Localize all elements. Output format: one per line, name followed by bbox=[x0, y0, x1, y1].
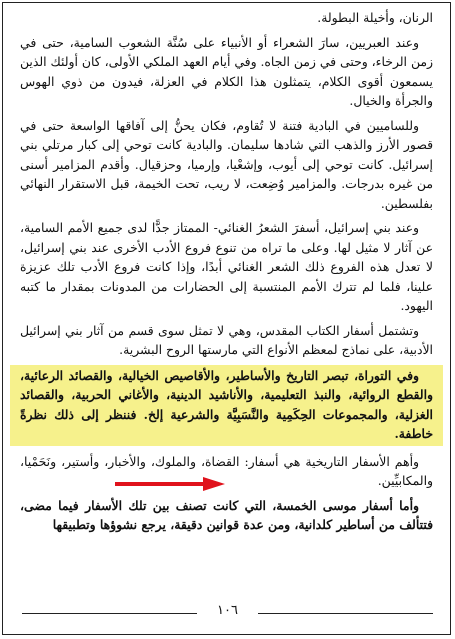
page-body bbox=[20, 8, 433, 540]
red-arrow-icon bbox=[115, 477, 225, 491]
paragraph: وعند بني إسرائيل، أسفرَ الشعرُ الغنائي- الممتاز جدًّا لدى جميع الأمم السامية، عن آثار لا مثيل لها. وعلى ما تراه من تنوع فروع الأدب الأخرى عند بني إسرائيل، لا تعدل هذه الفروع ذلك الشعر الغنائي أبدًا، وإذا كانت فروع الأدب تلك عزيزة علينا، فلما لم تترك الأمم المنتسبة إلى الحضارات من المدونات بمقدار ما كتبه اليهود. bbox=[20, 220, 433, 313]
page-number: ١٠٦ bbox=[217, 603, 238, 618]
footer-rule-right bbox=[258, 613, 433, 614]
page-footer bbox=[22, 603, 433, 623]
paragraph: وللساميين في البادية فتنة لا تُقاوم، فكان يحنُّ إلى آفاقها الواسعة حتى في قصور الأرز والذهب التي شادها سليمان. والبادية كانت توحي إلى كبار مرتلي بني إسرائيل. كانت توحي إلى أيوب، وإشعْيا، وإرميا، وحزقيال. وأقدم المزامير أسنى من غيره بدرجات. والمزامير وُضِعت، لا ريب، تحت الخيمة، قبل الاستقرار النهائي بفلسطين. bbox=[20, 117, 433, 211]
paragraph: وعند العبريين، سارَ الشعراء أو الأنبياء على سُنَّة الشعوب السامية، حتى في زمن الرخاء، وحتى في زمن الجاه. وفي أيام العهد الملكي الأولى، كان أولئك الذين يسمعون أقوى الكلام، يتمثلون هذا الكلام في العزلة، فيدون من ذوي الهوس والجرأة والخيال. bbox=[20, 34, 433, 108]
paragraph: وأهم الأسفار التاريخية هي أسفار: القضاة، والملوك، والأخبار، وأستير، ونَحَمْيا، والمكابيِّين. bbox=[20, 453, 433, 488]
paragraph: الرنان، وأخيلة البطولة. bbox=[317, 10, 433, 25]
paragraph: وتشتمل أسفار الكتاب المقدس، وهي لا تمثل سوى قسم من آثار بني إسرائيل الأدبية، على نماذج لمعظم الأنواع التي مارستها الروح البشرية. bbox=[20, 322, 433, 357]
paragraph: وأما أسفار موسى الخمسة، التي كانت تصنف بين تلك الأسفار فيما مضى، فتتألف من أساطير كلدانية، ومن عدة قوانين دقيقة، يرجع نشوؤها وتطبيقها bbox=[20, 497, 433, 532]
highlighted-paragraph: وفي التوراة، تبصر التاريخ والأساطير، والأقاصيص الخيالية، والقصائد الرعائية، والقطع الروائية، والنبذ التعليمية، والأناشيد الدينية، والأغاني الحربية، والقصائد الغزلية، والمجموعات الحِكَمِية والنَّسَبِيَّة والشرعية إلخ. فننظر إلى ذلك نظرةً خاطفة. bbox=[10, 365, 443, 446]
